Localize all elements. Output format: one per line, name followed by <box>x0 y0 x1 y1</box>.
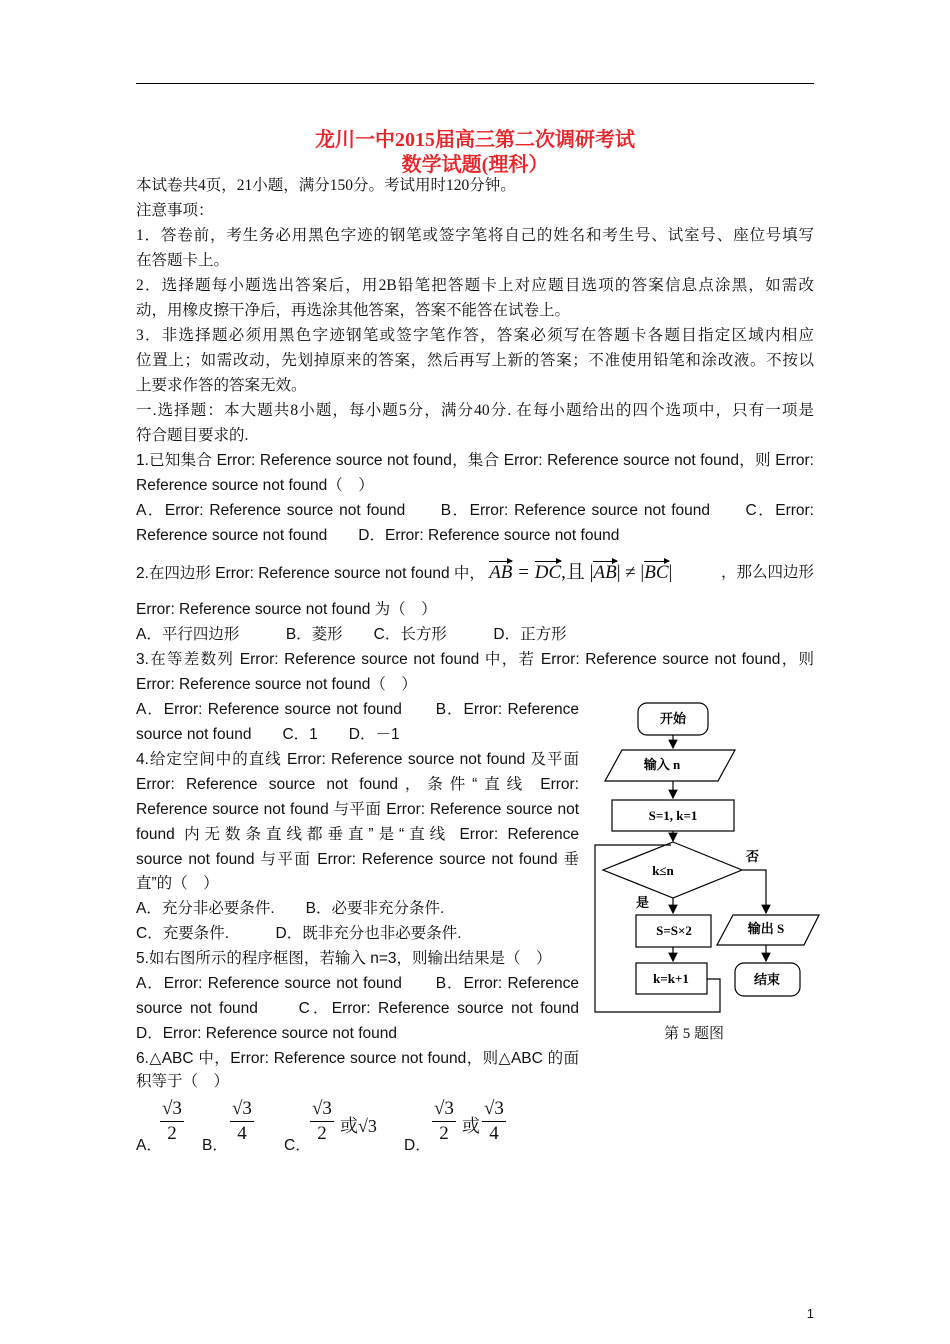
question-5-options: source not found C．Error: Reference source not found <box>136 1000 579 1017</box>
flowchart-caption: 第 5 题图 <box>664 1026 725 1042</box>
question-1-options: A．Error: Reference source not found B．Error: Reference source not found C．Error: <box>136 502 814 519</box>
section-heading: 符合题目要求的. <box>136 427 249 444</box>
exam-title: 龙川一中2015届高三第二次调研考试 <box>315 129 635 151</box>
question-1-options: Reference source not found D．Error: Reference source not found <box>136 527 620 544</box>
flowchart-condition-label: k≤n <box>652 863 674 878</box>
question-3: Error: Reference source not found（ ） <box>136 676 417 693</box>
q6-option-d-fraction-2: $\frac{√3}{4}$ <box>484 1098 504 1144</box>
question-2: Error: Reference source not found 为（ ） <box>136 601 437 618</box>
notice-line: 位置上；如需改动，先划掉原来的答案，然后再写上新的答案；不准使用铅笔和涂改液。不按以 <box>136 352 814 369</box>
q6-option-b-label: B． <box>202 1137 228 1154</box>
question-2-options: A．平行四边形 B．菱形 C．长方形 D．正方形 <box>136 626 567 643</box>
q6-option-a-label: A． <box>136 1137 162 1154</box>
question-5: 5.如右图所示的程序框图，若输入 n=3，则输出结果是（ ） <box>136 950 552 967</box>
notice-line: 在答题卡上。 <box>136 252 230 269</box>
q6-option-c-label: C． <box>284 1137 311 1154</box>
flowchart-step-k-label: k=k+1 <box>653 971 689 986</box>
flowchart-yes-label: 是 <box>636 895 650 910</box>
question-4: 4.给定空间中的直线 Error: Reference source not found 及平面 <box>136 751 579 768</box>
q6-option-d-label: D． <box>404 1137 431 1154</box>
notice-line: 上要求作答的答案无效。 <box>136 377 307 394</box>
question-1: 1.已知集合 Error: Reference source not found，集合 Error: Reference source not found，则 Error: <box>136 452 814 469</box>
flowchart-init-label: S=1, k=1 <box>648 808 698 823</box>
q6-option-b-fraction: $\frac{√3}{4}$ <box>232 1098 252 1144</box>
flowchart-step-s-label: S=S×2 <box>656 923 692 938</box>
section-heading: 一.选择题：本大题共8小题，每小题5分，满分40分. 在每小题给出的四个选项中，只有一项是 <box>136 402 814 419</box>
q6-option-c-rest: 或√3 <box>340 1116 377 1136</box>
question-4: Reference source not found 与平面 Error: Reference source not <box>136 801 579 818</box>
q6-option-a-fraction: $\frac{√3}{2}$ <box>162 1098 182 1144</box>
flowchart-start-label: 开始 <box>659 711 687 726</box>
intro-text: 本试卷共4页，21小题，满分150分。考试用时120分钟。 <box>136 177 516 194</box>
question-4: Error: Reference source not found，条件“直线 Error: <box>136 776 579 793</box>
flowchart <box>590 695 830 1025</box>
vector-formula: AB = DC,且 |AB| ≠ |BC| <box>489 562 673 583</box>
notice-line: 1．答卷前，考生务必用黑色字迹的钢笔或签字笔将自己的姓名和考生号、试室号、座位号填写 <box>136 227 814 244</box>
question-6: 积等于（ ） <box>136 1073 230 1090</box>
question-6: 6.△ABC 中，Error: Reference source not found，则△ABC 的面 <box>136 1050 579 1067</box>
question-5-options: D．Error: Reference source not found <box>136 1025 398 1042</box>
q6-option-d-or: 或 <box>462 1116 480 1136</box>
question-4: found 内无数条直线都垂直”是“直线 Error: Reference <box>136 826 579 843</box>
notice-line: 3．非选择题必须用黑色字迹钢笔或签字笔作答，答案必须写在答题卡各题目指定区域内相应 <box>136 327 814 344</box>
question-3: 3.在等差数列 Error: Reference source not found 中，若 Error: Reference source not found，则 <box>136 651 814 668</box>
exam-subtitle: 数学试题(理科） <box>401 154 549 176</box>
question-4-options: C．充要条件. D．既非充分也非必要条件. <box>136 925 462 942</box>
question-3-options: source not found C．1 D．－1 <box>136 726 400 743</box>
q6-option-c-fraction: $\frac{√3}{2}$ <box>312 1098 332 1144</box>
q6-option-d-fraction-1: $\frac{√3}{2}$ <box>434 1098 454 1144</box>
notice-line: 2．选择题每小题选出答案后，用2B铅笔把答题卡上对应题目选项的答案信息点涂黑，如需改 <box>136 277 814 294</box>
question-5-options: A．Error: Reference source not found B．Error: Reference <box>136 975 579 992</box>
question-4: 直”的（ ） <box>136 875 219 892</box>
question-2: 2.在四边形 Error: Reference source not found 中， AB = DC,且 |AB| ≠ |BC| ，那么四边形 <box>136 562 814 583</box>
notice-heading: 注意事项： <box>136 202 214 219</box>
question-1: Reference source not found（ ） <box>136 477 374 494</box>
question-4-options: A．充分非必要条件. B．必要非充分条件. <box>136 900 445 917</box>
question-4: source not found 与平面 Error: Reference source not found 垂 <box>136 851 579 868</box>
flowchart-end-label: 结束 <box>753 972 781 987</box>
header-rule <box>136 83 814 84</box>
question-3-options: A．Error: Reference source not found B．Error: Reference <box>136 701 579 718</box>
page-number: 1 <box>806 1306 814 1321</box>
flowchart-input-label: 输入 n <box>643 757 681 772</box>
flowchart-no-label: 否 <box>746 849 760 864</box>
flowchart-output-label: 输出 S <box>747 921 785 936</box>
notice-line: 动，用橡皮擦干净后，再选涂其他答案，答案不能答在试卷上。 <box>136 302 571 319</box>
